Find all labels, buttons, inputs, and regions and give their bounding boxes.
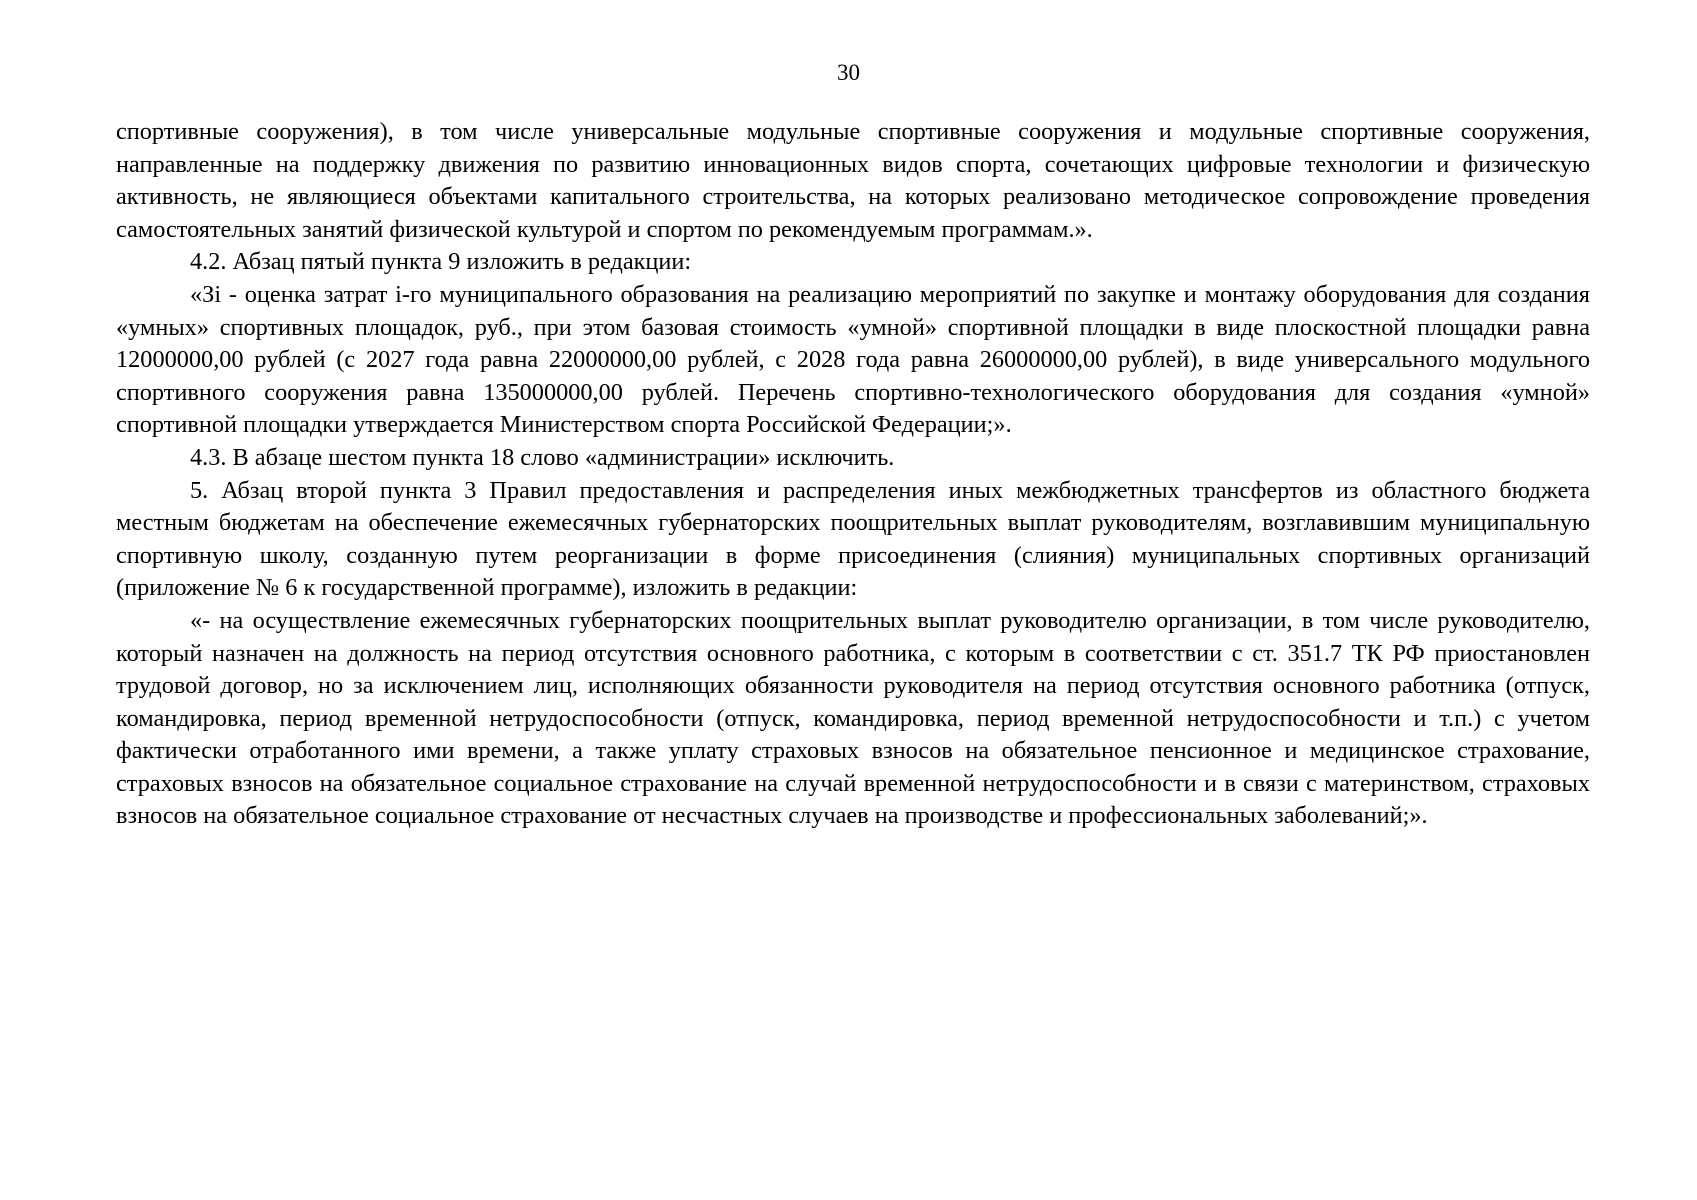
paragraph-continuation: спортивные сооружения), в том числе универсальные модульные спортивные сооружения и модульные спортивные сооружения, направленные на поддержку движения по развитию инновационных видов спорта, сочетающих цифровые технологии и физическую активность, не являющиеся объектами капитального строительства, на которых реализовано методическое сопровождение проведения самостоятельных занятий физической культурой и спортом по рекомендуемым программам.». [116,118,1590,243]
paragraph-quote-zi: «Зi - оценка затрат i-го муниципального образования на реализацию мероприятий по закупке и монтажу оборудования для создания «умных» спортивных площадок, руб., при этом базовая стоимость «умной» спортивной площадки в виде плоскостной площадки равна 12000000,00 рублей (с 2027 года равна 22000000,00 рублей, с 2028 года равна 26000000,00 рублей), в виде универсального модульного спортивного сооружения равна 135000000,00 рублей. Перечень спортивно-технологического оборудования для создания «умной» спортивной площадки утверждается Министерством спорта Российской Федерации;». [116,280,1590,439]
paragraph-item-4-2: 4.2. Абзац пятый пункта 9 изложить в редакции: [190,248,692,276]
paragraph-item-5: 5. Абзац второй пункта 3 Правил предоставления и распределения иных межбюджетных трансфертов из областного бюджета местным бюджетам на обеспечение ежемесячных губернаторских поощрительных выплат руководителям, возглавившим муниципальную спортивную школу, созданную путем реорганизации в форме присоединения (слияния) муниципальных спортивных организаций (приложение № 6 к государственной программе), изложить в редакции: [116,476,1590,602]
paragraph-quote-payments: «- на осуществление ежемесячных губернаторских поощрительных выплат руководителю организации, в том числе руководителю, который назначен на должность на период отсутствия основного работника, с которым в соответствии с ст. 351.7 ТК РФ приостановлен трудовой договор, но за исключением лиц, исполняющих обязанности руководителя на период отсутствия основного работника (отпуск, командировка, период временной нетрудоспособности (отпуск, командировка, период временной нетрудоспособности и т.п.) с учетом фактически отработанного ими времени, а также уплату страховых взносов на обязательное пенсионное и медицинское страхование, страховых взносов на обязательное социальное страхование на случай временной нетрудоспособности и в связи с материнством, страховых взносов на обязательное социальное страхование от несчастных случаев на производстве и профессиональных заболеваний;». [116,606,1590,830]
page-number: 30 [837,60,860,85]
document-body [116,116,1590,833]
paragraph-item-4-3: 4.3. В абзаце шестом пункта 18 слово «администрации» исключить. [190,443,895,471]
